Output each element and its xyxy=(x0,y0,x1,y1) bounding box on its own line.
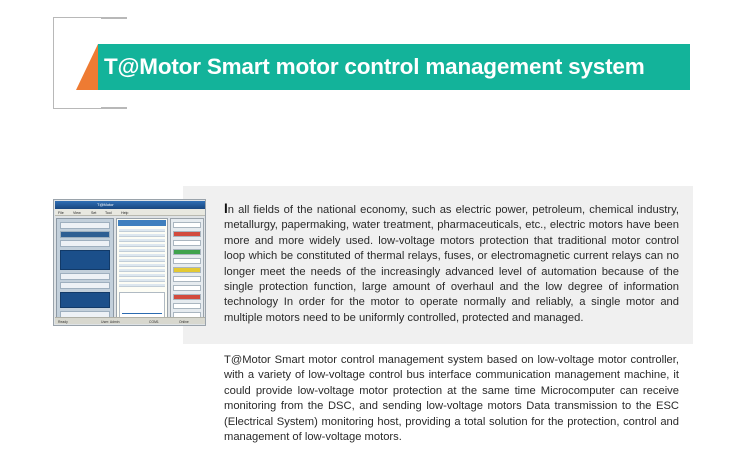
title-banner xyxy=(76,44,690,90)
thumbnail-menubar: File View Set Tool Help xyxy=(55,209,206,216)
description-paragraph: T@Motor Smart motor control management system based on low-voltage motor controller, with a variety of low-voltage control bus interface communication management machine, it could provide low-voltage motor protection at the same time Microcomputer can receive monitoring from the DSC, and sending low-voltage motors Data transmission to the ESC (Electrical System) monitoring host, providing a total solution for the protection, control and management of low-voltage motors. xyxy=(224,354,679,444)
intro-paragraph xyxy=(224,201,679,326)
drop-cap: I xyxy=(224,201,228,216)
page-header xyxy=(0,0,743,130)
thumbnail-right-panel xyxy=(170,218,204,322)
thumbnail-window-title: T@Motor xyxy=(97,202,114,207)
page-title: T@Motor Smart motor control management system xyxy=(104,54,645,79)
thumbnail-chart xyxy=(119,292,165,318)
intro-paragraph-text: n all fields of the national economy, such as electric power, petroleum, chemical industry, metallurgy, papermaking, water treatment, pharmaceuticals, etc., electric motors have been more and more widely used. low-voltage motors protection that traditional motor control loop which be constituted of thermal relays, fuses, or electromagnetic current relays can no longer meet the needs of the increasingly advanced level of automation because of the single protection function, large amount of overhaul and the low degree of information technology In order for the motor to operate normally and reliably, a single motor and multiple motors need to be uniformly controlled, protected and managed. xyxy=(224,204,679,324)
thumbnail-titlebar xyxy=(55,201,206,209)
title-accent-shape xyxy=(76,44,98,90)
software-screenshot-thumbnail xyxy=(53,199,206,326)
thumbnail-left-panel xyxy=(56,218,114,322)
thumbnail-center-panel xyxy=(116,218,168,322)
thumbnail-statusbar: Ready User: Admin COM1 Online xyxy=(55,317,206,324)
